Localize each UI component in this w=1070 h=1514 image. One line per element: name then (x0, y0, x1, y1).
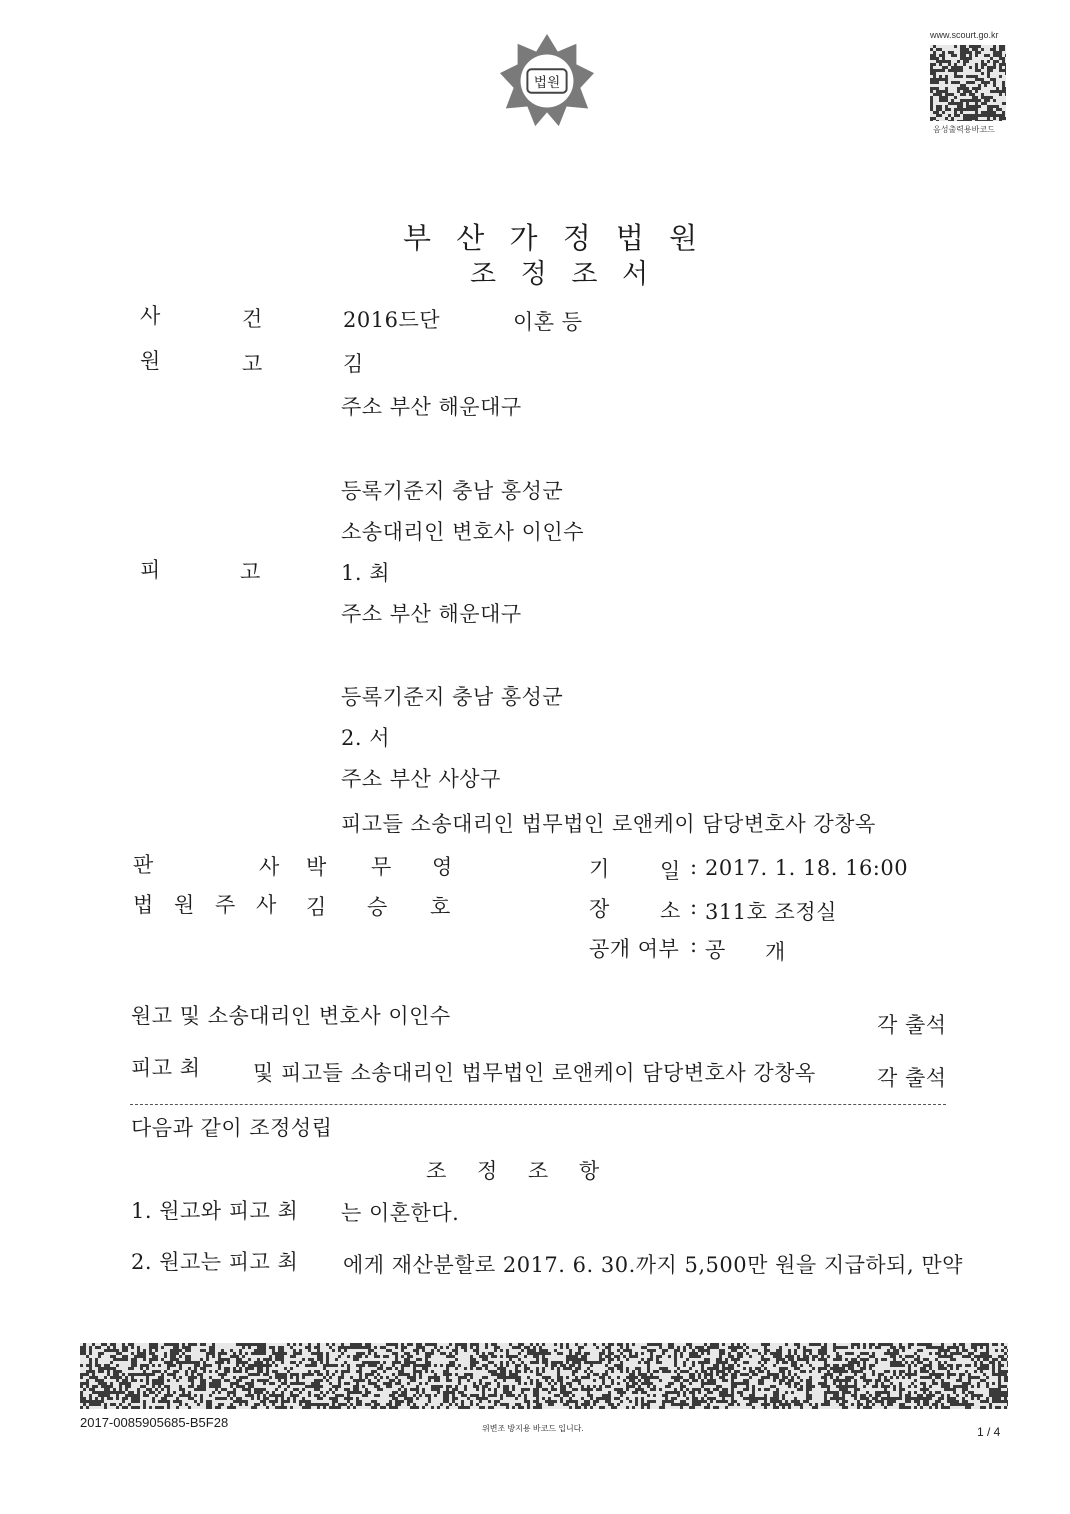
document-type: 조 정 조 서 (470, 259, 657, 290)
judge-char-1: 사 (259, 855, 280, 879)
plaintiff-name: 김 (343, 352, 364, 376)
item-1-a: 1. 원고와 피고 최 (131, 1199, 299, 1223)
clerk-char-4: 사 (256, 893, 277, 917)
public-colon: : (690, 933, 698, 957)
item-1-b: 는 이혼한다. (341, 1201, 460, 1225)
date-label-2: 일 (660, 859, 681, 883)
attendance-line-2-b: 및 피고들 소송대리인 법무법인 로앤케이 담당변호사 강창옥 (253, 1061, 816, 1085)
anti-forgery-barcode (80, 1343, 1008, 1409)
agreement-intro: 다음과 같이 조정성립 (131, 1116, 333, 1140)
public-label: 공개 여부 (589, 937, 680, 961)
public-value-2: 개 (765, 940, 786, 964)
plaintiff-agent: 소송대리인 변호사 이인수 (341, 520, 584, 544)
qr-caption: 음성출력용바코드 (933, 125, 995, 134)
place-label-1: 장 (589, 897, 610, 921)
public-value-1: 공 (705, 938, 726, 962)
case-name: 이혼 등 (513, 310, 583, 334)
clerk-char-6: 승 (367, 895, 388, 919)
date-colon: : (690, 855, 698, 879)
barcode-caption: 위변조 방지용 바코드 입니다. (482, 1424, 584, 1433)
plaintiff-label-2: 고 (242, 352, 263, 376)
court-name: 부 산 가 정 법 원 (403, 221, 706, 255)
defendant-label-1: 피 (140, 558, 161, 582)
emblem-label: 법원 (533, 74, 561, 91)
attendance-line-2-a: 피고 최 (131, 1056, 201, 1080)
date-value: 2017. 1. 18. 16:00 (705, 856, 909, 880)
page-number: 1 / 4 (977, 1425, 1001, 1439)
attendance-line-1-status: 각 출석 (877, 1013, 947, 1037)
defendant-label-2: 고 (240, 560, 261, 584)
clerk-char-3: 주 (215, 893, 236, 917)
judge-label: 판 (133, 853, 154, 877)
site-url: www.scourt.go.kr (930, 30, 999, 40)
judge-char-2: 박 (306, 855, 327, 879)
document-id: 2017-0085905685-B5F28 (80, 1415, 229, 1430)
case-label-2: 건 (242, 307, 263, 331)
attendance-line-1: 원고 및 소송대리인 변호사 이인수 (131, 1004, 451, 1028)
defendant-1-address: 주소 부산 해운대구 (341, 602, 522, 626)
attendance-line-2-status: 각 출석 (877, 1066, 947, 1090)
place-value: 311호 조정실 (705, 900, 837, 924)
court-emblem (498, 32, 596, 130)
plaintiff-registry: 등록기준지 충남 홍성군 (341, 479, 564, 503)
defendant-2-address: 주소 부산 사상구 (341, 767, 501, 791)
place-label-2: 소 (660, 899, 681, 923)
defendant-agent: 피고들 소송대리인 법무법인 로앤케이 담당변호사 강창옥 (341, 812, 876, 836)
case-label-1: 사 (140, 304, 161, 328)
date-label-1: 기 (589, 857, 610, 881)
defendant-1-name: 1. 최 (341, 561, 390, 585)
clerk-char-7: 호 (430, 895, 451, 919)
clerk-char-1: 법 (133, 893, 154, 917)
clerk-char-2: 원 (174, 893, 195, 917)
item-2-a: 2. 원고는 피고 최 (131, 1250, 299, 1274)
qr-code-icon (930, 45, 1006, 121)
case-number: 2016드단 (343, 308, 441, 332)
judge-char-4: 영 (432, 855, 453, 879)
defendant-2-name: 2. 서 (341, 726, 390, 750)
place-colon: : (690, 895, 698, 919)
clerk-char-5: 김 (306, 895, 327, 919)
section-title: 조 정 조 항 (426, 1159, 612, 1183)
plaintiff-label-1: 원 (140, 349, 161, 373)
item-2-b: 에게 재산분할로 2017. 6. 30.까지 5,500만 원을 지급하되, 만약 (343, 1253, 963, 1277)
divider-line (130, 1104, 946, 1105)
judge-char-3: 무 (371, 855, 392, 879)
defendant-1-registry: 등록기준지 충남 홍성군 (341, 685, 564, 709)
plaintiff-address: 주소 부산 해운대구 (341, 395, 522, 419)
